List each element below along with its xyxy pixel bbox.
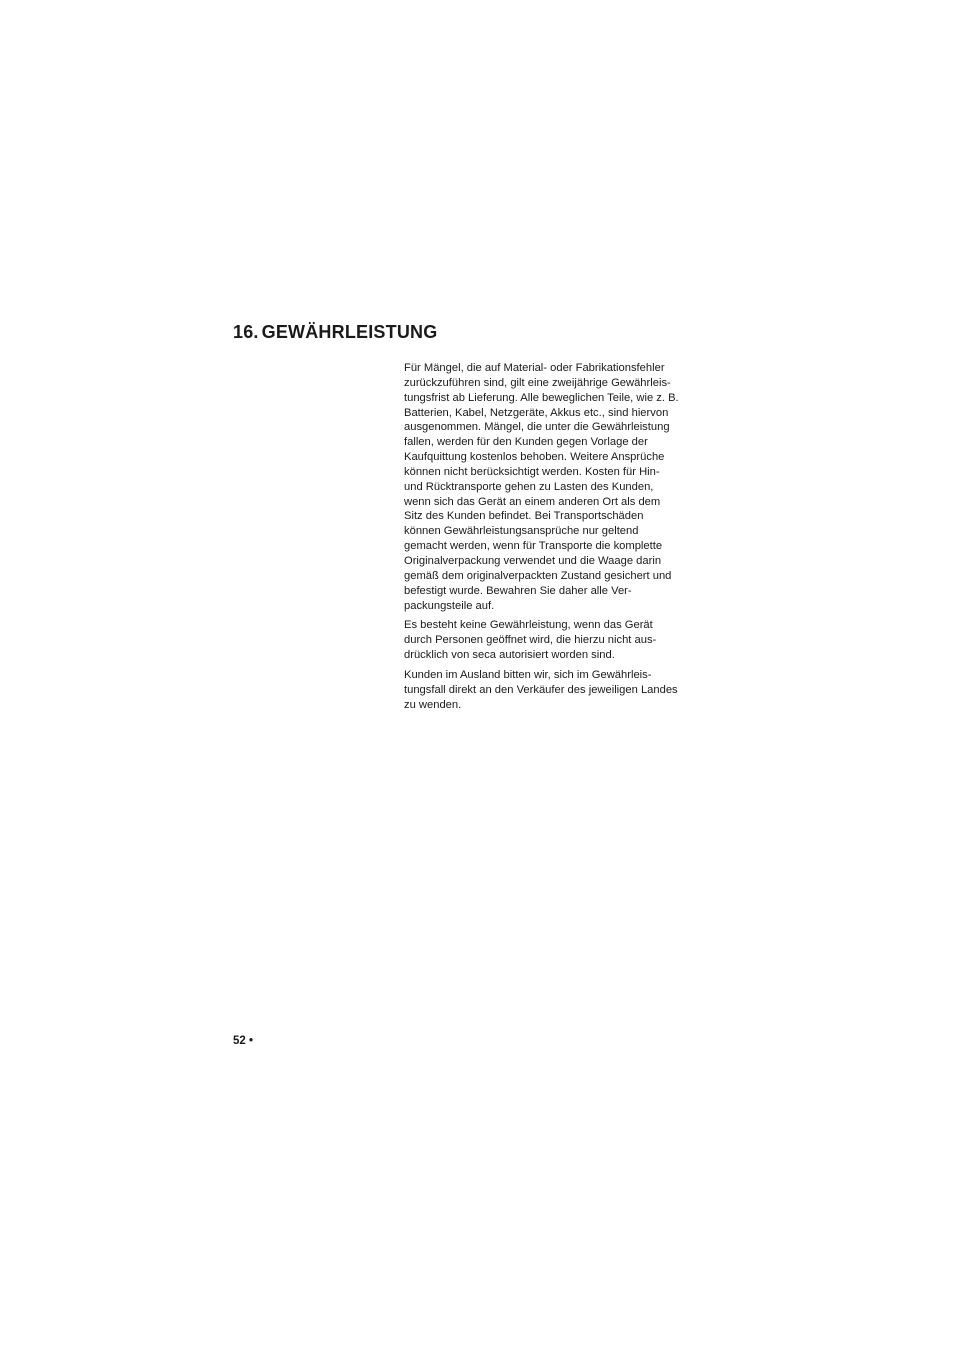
text-line: Kunden im Ausland bitten wir, sich im Gewährleis- (404, 668, 652, 681)
text-line: wenn sich das Gerät an einem anderen Ort als dem (404, 495, 661, 508)
text-line: können Gewährleistungsansprüche nur geltend (404, 525, 639, 538)
text-line: durch Personen geöffnet wird, die hierzu nicht aus- (404, 634, 657, 647)
text-line: Batterien, Kabel, Netzgeräte, Akkus etc., sind hiervon (404, 406, 669, 419)
text-line: tungsfall direkt an den Verkäufer des jeweiligen Landes (404, 683, 678, 696)
section-number: 16. (233, 322, 259, 342)
text-line: drücklich von seca autorisiert worden sind. (404, 649, 615, 662)
paragraph-warranty-terms (404, 361, 704, 613)
text-line: zurückzuführen sind, gilt eine zweijährige Gewährleis- (404, 376, 671, 389)
text-line: Originalverpackung verwendet und die Waage darin (404, 554, 662, 567)
text-line: ausgenommen. Mängel, die unter die Gewährleistung (404, 421, 670, 434)
text-line: befestigt wurde. Bewahren Sie daher alle Ver- (404, 584, 632, 597)
page-number: 52 • (233, 1035, 254, 1047)
text-line: gemacht werden, wenn für Transporte die komplette (404, 540, 663, 553)
section-title: GEWÄHRLEISTUNG (261, 322, 438, 342)
text-line: und Rücktransporte gehen zu Lasten des Kunden, (404, 480, 654, 493)
text-line: zu wenden. (404, 698, 462, 711)
paragraph-foreign-customers (404, 668, 704, 713)
text-line: gemäß dem originalverpackten Zustand gesichert und (404, 569, 672, 582)
text-line: Für Mängel, die auf Material- oder Fabrikationsfehler (404, 362, 665, 374)
section-heading (233, 322, 437, 343)
paragraph-warranty-exclusion (404, 618, 704, 663)
text-line: Kaufquittung kostenlos behoben. Weitere Ansprüche (404, 451, 665, 464)
text-line: Sitz des Kunden befindet. Bei Transportschäden (404, 510, 644, 523)
text-line: fallen, werden für den Kunden gegen Vorlage der (404, 436, 648, 449)
body-text (404, 361, 704, 717)
text-line: können nicht berücksichtigt werden. Kosten für Hin- (404, 465, 660, 478)
text-line: Es besteht keine Gewährleistung, wenn das Gerät (404, 619, 653, 632)
text-line: tungsfrist ab Lieferung. Alle beweglichen Teile, wie z. B. (404, 391, 679, 404)
text-line: packungsteile auf. (404, 599, 495, 612)
